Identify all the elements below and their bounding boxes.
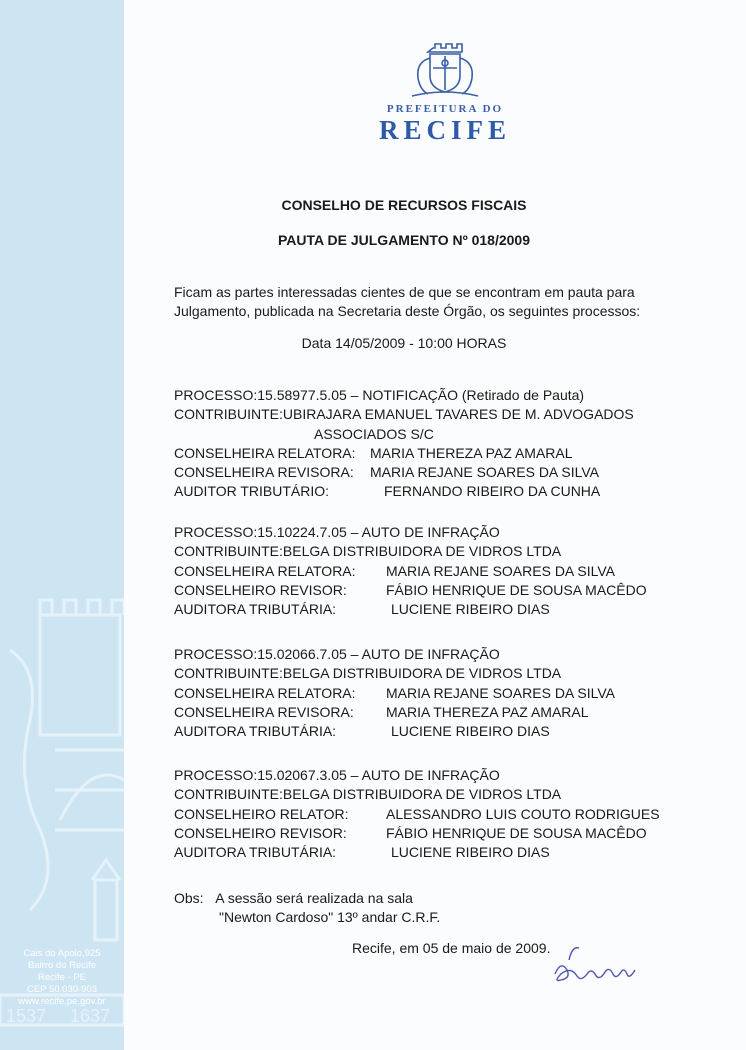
- row-label: AUDITOR TRIBUTÁRIO:: [174, 483, 330, 500]
- decorative-sidebar: [0, 0, 124, 1050]
- page-title: CONSELHO DE RECURSOS FISCAIS: [281, 197, 527, 213]
- address-url: www.recife.pe.gov.br: [18, 996, 106, 1007]
- svg-text:1537: 1537: [6, 1006, 47, 1026]
- process-row: [174, 805, 714, 824]
- svg-text:1637: 1637: [70, 1006, 111, 1026]
- prefeitura-label: PREFEITURA DO: [386, 103, 504, 115]
- process-row: [174, 684, 714, 703]
- row-value: MARIA REJANE SOARES DA SILVA: [386, 562, 615, 579]
- observation: [174, 889, 440, 927]
- signature-icon: [545, 940, 665, 988]
- process-block: [174, 523, 714, 619]
- process-block: [174, 645, 714, 741]
- process-block: [174, 766, 714, 862]
- row-label: CONSELHEIRA RELATORA:: [174, 562, 356, 579]
- row-value: MARIA REJANE SOARES DA SILVA: [386, 684, 615, 701]
- process-contribuinte: CONTRIBUINTE:UBIRAJARA EMANUEL TAVARES DE M. ADVOGADOS: [174, 406, 634, 423]
- page-subtitle: PAUTA DE JULGAMENTO Nº 018/2009: [278, 232, 530, 248]
- obs-label: Obs:: [174, 890, 204, 906]
- letterhead: [360, 38, 530, 145]
- process-row: [174, 444, 714, 463]
- row-value: FÁBIO HENRIQUE DE SOUSA MACÊDO: [386, 581, 647, 598]
- row-label: AUDITORA TRIBUTÁRIA:: [174, 844, 337, 861]
- row-label: AUDITORA TRIBUTÁRIA:: [174, 723, 337, 740]
- process-row: [174, 824, 714, 843]
- session-date: Data 14/05/2009 - 10:00 HORAS: [301, 335, 507, 351]
- row-value: ALESSANDRO LUIS COUTO RODRIGUES: [386, 805, 660, 822]
- row-value: LUCIENE RIBEIRO DIAS: [391, 601, 550, 618]
- row-label: CONSELHEIRO RELATOR:: [174, 805, 349, 822]
- row-value: LUCIENE RIBEIRO DIAS: [391, 844, 550, 861]
- process-row: [174, 722, 714, 741]
- process-row: [174, 703, 714, 722]
- row-value: MARIA THEREZA PAZ AMARAL: [386, 703, 589, 720]
- process-row: [174, 463, 714, 482]
- row-label: CONSELHEIRA REVISORA:: [174, 703, 354, 720]
- row-label: CONSELHEIRA RELATORA:: [174, 444, 356, 461]
- row-label: AUDITORA TRIBUTÁRIA:: [174, 601, 337, 618]
- process-row: [174, 482, 714, 501]
- row-value: FERNANDO RIBEIRO DA CUNHA: [384, 483, 601, 500]
- place-date: Recife, em 05 de maio de 2009.: [352, 940, 551, 956]
- address-line: Cais do Apolo,925: [23, 948, 101, 959]
- address-line: CEP 50.030-903: [26, 984, 98, 995]
- row-label: CONSELHEIRA REVISORA:: [174, 464, 354, 481]
- city-watermark-icon: [0, 0, 124, 1050]
- coat-of-arms-icon: [406, 38, 484, 100]
- process-row: [174, 600, 714, 619]
- process-number: PROCESSO:15.10224.7.05 – AUTO DE INFRAÇÃO: [174, 524, 500, 540]
- obs-text: A sessão será realizada na sala: [215, 890, 413, 906]
- row-label: CONSELHEIRA RELATORA:: [174, 684, 356, 701]
- row-value: MARIA THEREZA PAZ AMARAL: [370, 444, 573, 461]
- process-contribuinte: CONTRIBUINTE:BELGA DISTRIBUIDORA DE VIDROS LTDA: [174, 665, 562, 682]
- intro-paragraph: Ficam as partes interessadas cientes de que se encontram em pauta para Julgamento, publicada na Secretaria deste Órgão, os seguintes processos:: [174, 284, 641, 319]
- address-block: [0, 948, 124, 1008]
- row-label: CONSELHEIRO REVISOR:: [174, 581, 347, 598]
- process-block: [174, 386, 714, 502]
- row-value: FÁBIO HENRIQUE DE SOUSA MACÊDO: [386, 824, 647, 841]
- process-contribuinte: CONTRIBUINTE:BELGA DISTRIBUIDORA DE VIDROS LTDA: [174, 786, 562, 803]
- process-row: [174, 581, 714, 600]
- process-contribuinte: CONTRIBUINTE:BELGA DISTRIBUIDORA DE VIDROS LTDA: [174, 543, 562, 560]
- row-value: LUCIENE RIBEIRO DIAS: [391, 723, 550, 740]
- process-row: [174, 562, 714, 581]
- process-contribuinte-cont: ASSOCIADOS S/C: [314, 425, 434, 442]
- process-number: PROCESSO:15.02067.3.05 – AUTO DE INFRAÇÃO: [174, 767, 500, 783]
- process-row: [174, 843, 714, 862]
- address-line: Recife - PE: [37, 972, 87, 983]
- obs-room: "Newton Cardoso" 13º andar C.R.F.: [219, 909, 441, 925]
- city-name: RECIFE: [378, 115, 511, 145]
- row-value: MARIA REJANE SOARES DA SILVA: [370, 464, 599, 481]
- address-line: Bairro do Recife: [27, 960, 97, 971]
- process-number: PROCESSO:15.02066.7.05 – AUTO DE INFRAÇÃO: [174, 646, 500, 662]
- process-number: PROCESSO:15.58977.5.05 – NOTIFICAÇÃO (Retirado de Pauta): [174, 387, 585, 403]
- row-label: CONSELHEIRO REVISOR:: [174, 824, 347, 841]
